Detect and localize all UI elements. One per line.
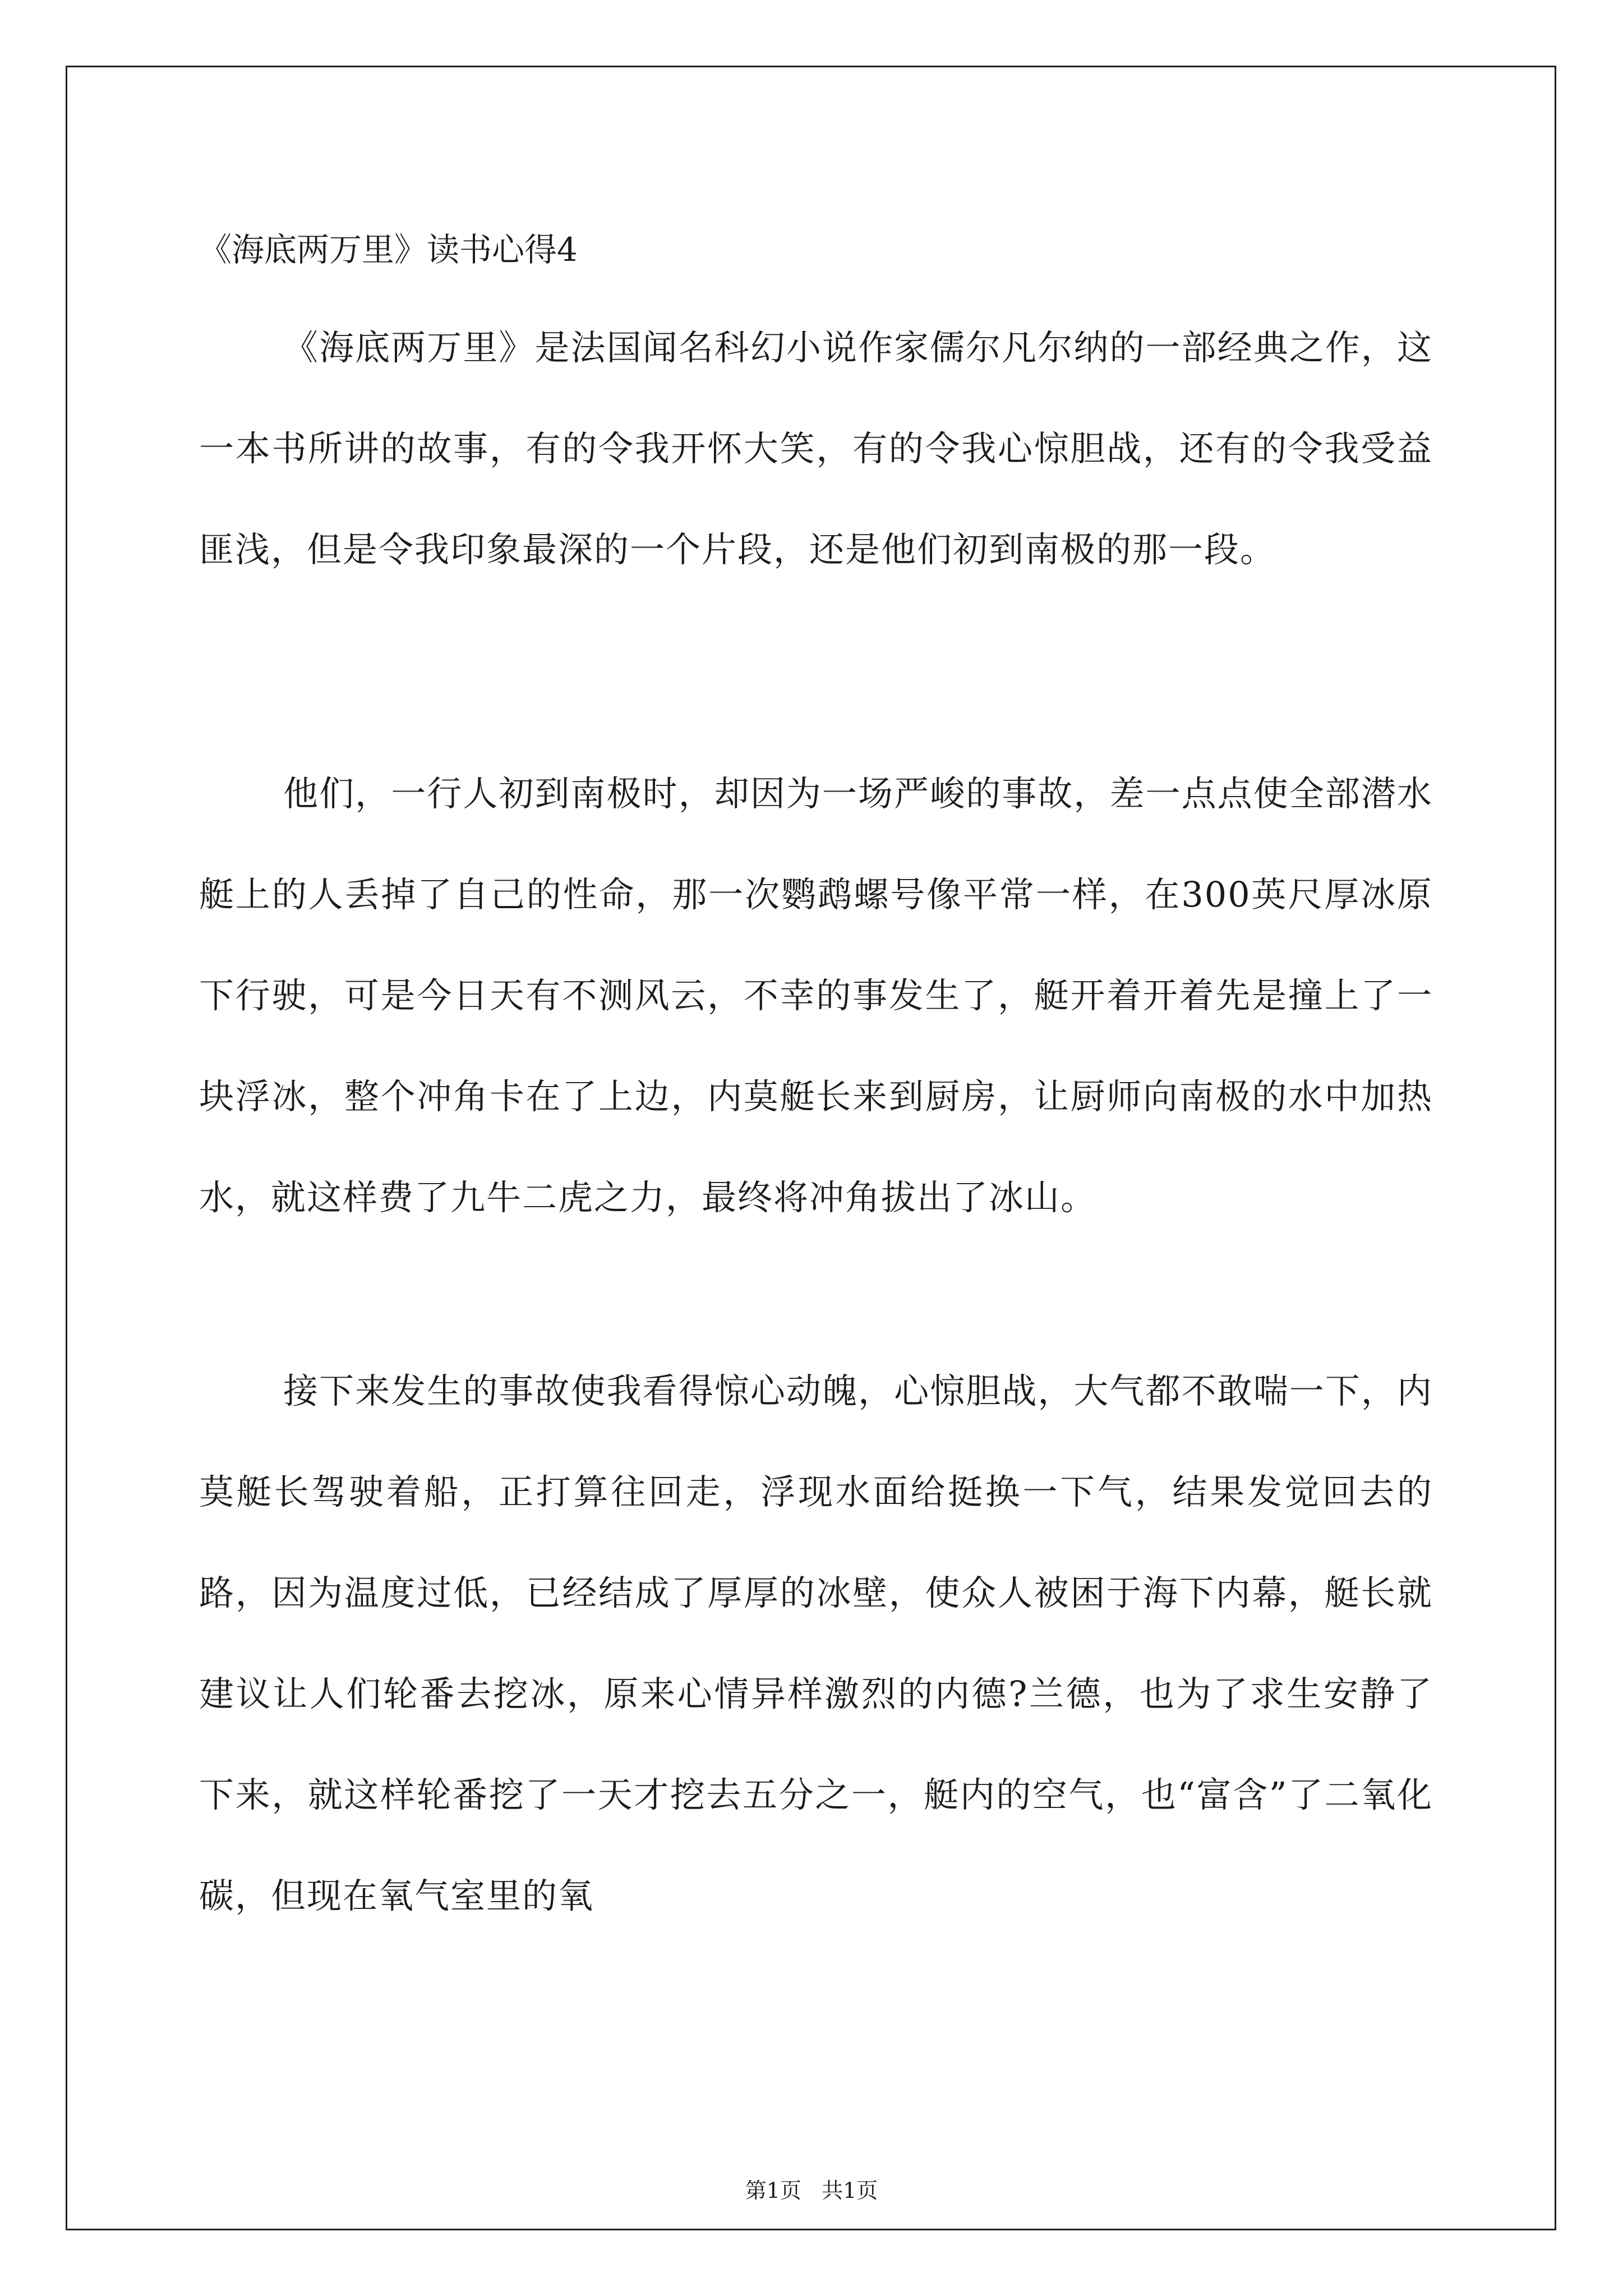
- document-title: 《海底两万里》读书心得4: [199, 231, 578, 269]
- paragraph-1: 《海底两万里》是法国闻名科幻小说作家儒尔凡尔纳的一部经典之作，这一本书所讲的故事，有的令我开怀大笑，有的令我心惊胆战，还有的令我受益匪浅，但是令我印象最深的一个片段，还是他们初到南极的那一段。: [199, 327, 1433, 570]
- paragraph-3: 接下来发生的事故使我看得惊心动魄，心惊胆战，大气都不敢喘一下，内莫艇长驾驶着船，正打算往回走，浮现水面给挺换一下气，结果发觉回去的路，因为温度过低，已经结成了厚厚的冰壁，使众人被困于海下内幕，艇长就建议让人们轮番去挖冰，原来心情异样激烈的内德?兰德，也为了求生安静了下来，就这样轮番挖了一天才挖去五分之一，艇内的空气，也“富含”了二氧化碳，但现在氧气室里的氧: [199, 1370, 1433, 1916]
- paragraph-2: 他们，一行人初到南极时，却因为一场严峻的事故，差一点点使全部潜水艇上的人丢掉了自己的性命，那一次鹦鹉螺号像平常一样，在300英尺厚冰原下行驶，可是今日天有不测风云，不幸的事发生了，艇开着开着先是撞上了一块浮冰，整个冲角卡在了上边，内莫艇长来到厨房，让厨师向南极的水中加热水，就这样费了九牛二虎之力，最终将冲角拔出了冰山。: [199, 773, 1433, 1218]
- page-footer: 第1页 共1页: [745, 2178, 878, 2203]
